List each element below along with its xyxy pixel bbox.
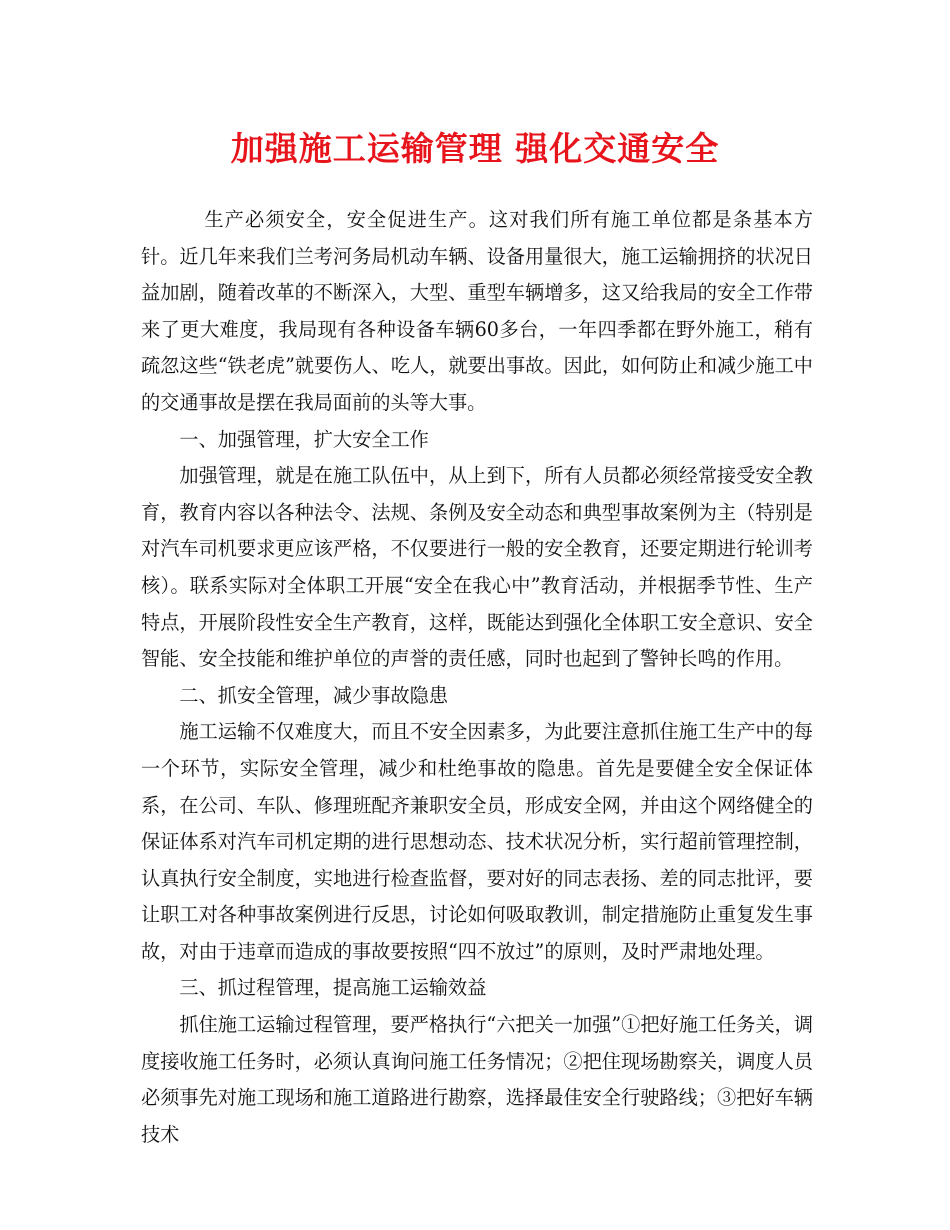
section-paragraph-1: 加强管理，就是在施工队伍中，从上到下，所有人员都必须经常接受安全教育，教育内容以各种法令、法规、条例及安全动态和典型事故案例为主（特别是对汽车司机要求更应该严格，不仅要进行一般的安全教育，还要定期进行轮训考核）。联系实际对全体职工开展“安全在我心中”教育活动，并根据季节性、生产特点，开展阶段性安全生产教育，这样，既能达到强化全体职工安全意识、安全智能、安全技能和维护单位的声誉的责任感，同时也起到了警钟长鸣的作用。 xyxy=(141,464,813,671)
document-body xyxy=(141,202,813,1153)
section-heading-2: 二、抓安全管理，减少事故隐患 xyxy=(179,683,449,707)
section-paragraph-3: 抓住施工运输过程管理，要严格执行“六把关一加强”①把好施工任务关，调度接收施工任务时，必须认真询问施工任务情况；②把住现场勘察关，调度人员必须事先对施工现场和施工道路进行勘察，选择最佳安全行驶路线；③把好车辆技术 xyxy=(141,1013,814,1146)
intro-paragraph: 生产必须安全，安全促进生产。这对我们所有施工单位都是条基本方针。近几年来我们兰考河务局机动车辆、设备用量很大，施工运输拥挤的状况日益加剧，随着改革的不断深入，大型、重型车辆增多，这又给我局的安全工作带来了更大难度，我局现有各种设备车辆60多台，一年四季都在野外施工，稍有疏忽这些“铁老虎”就要伤人、吃人，就要出事故。因此，如何防止和减少施工中的交通事故是摆在我局面前的头等大事。 xyxy=(141,208,813,414)
section-paragraph-2: 施工运输不仅难度大，而且不安全因素多，为此要注意抓住施工生产中的每一个环节，实际安全管理，减少和杜绝事故的隐患。首先是要健全安全保证体系，在公司、车队、修理班配齐兼职安全员，形成安全网，并由这个网络健全的保证体系对汽车司机定期的进行思想动态、技术状况分析，实行超前管理控制，认真执行安全制度，实地进行检查监督，要对好的同志表扬、差的同志批评，要让职工对各种事故案例进行反思，讨论如何吸取教训，制定措施防止重复发生事故，对由于违章而造成的事故要按照“四不放过”的原则，及时严肃地处理。 xyxy=(141,720,813,963)
section-heading-1: 一、加强管理，扩大安全工作 xyxy=(179,427,429,451)
document-title: 加强施工运输管理 强化交通安全 xyxy=(230,129,720,168)
section-heading-3: 三、抓过程管理，提高施工运输效益 xyxy=(179,976,487,1000)
